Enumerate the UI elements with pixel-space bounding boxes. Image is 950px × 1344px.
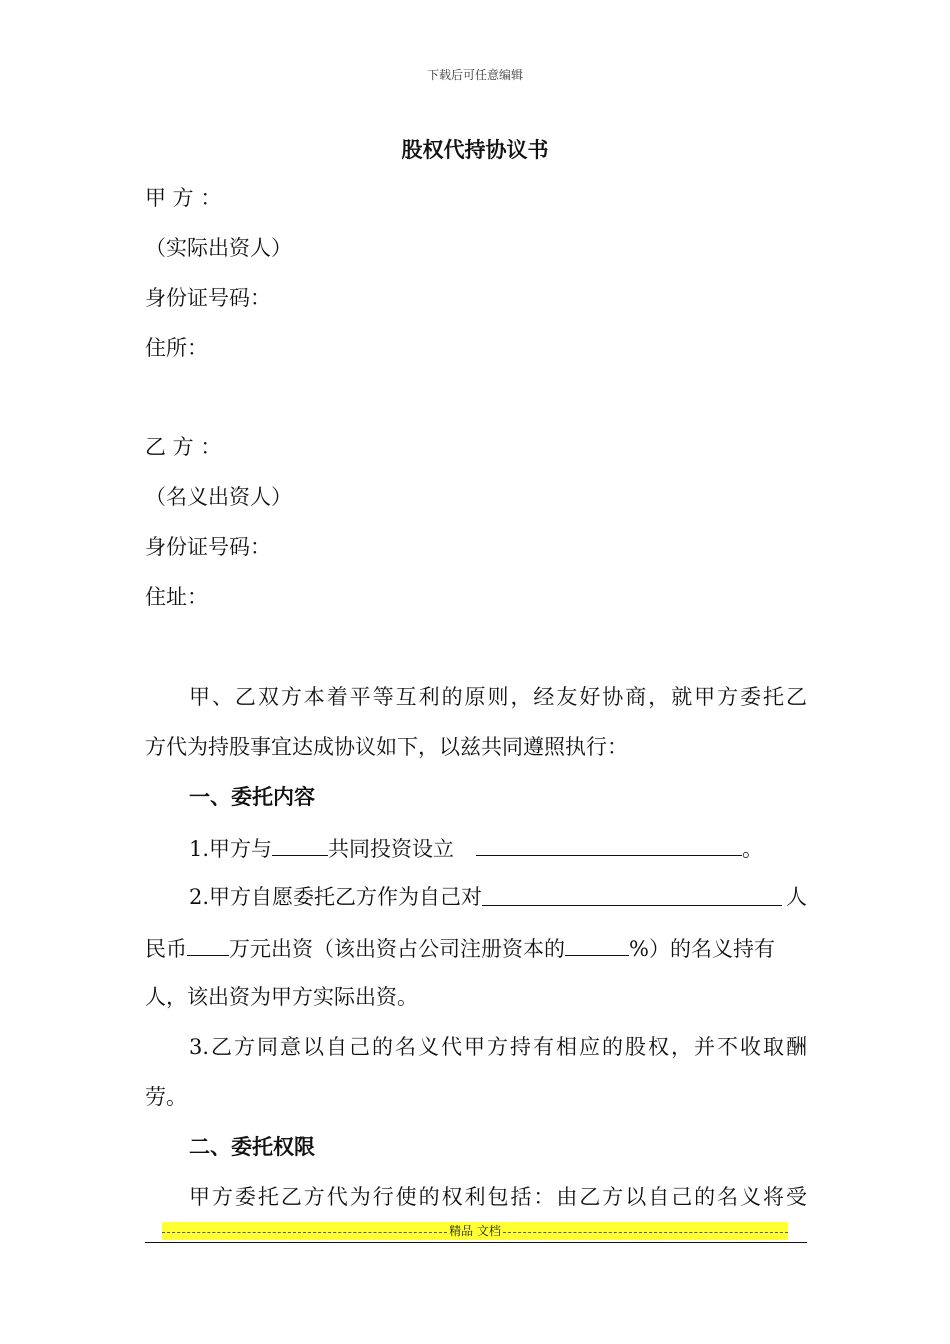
- party-a-label: 甲 方 ：: [145, 186, 222, 210]
- party-b-label: 乙 方 ：: [145, 435, 222, 459]
- blank-amount: [187, 933, 229, 956]
- item-1-text-c: 。: [742, 837, 764, 861]
- section-2-line-1: 甲方委托乙方代为行使的权利包括：由乙方以自己的名义将受: [189, 1185, 807, 1209]
- item-2-text-d: 万元出资（该出资占公司注册资本的: [229, 937, 565, 961]
- party-a-id: 身份证号码：: [145, 286, 271, 310]
- item-1-text-b: 共同投资设立: [328, 837, 455, 861]
- document-title: 股权代持协议书: [401, 138, 549, 162]
- intro-line-1: 甲、乙双方本着平等互利的原则，经友好协商，就甲方委托乙: [189, 685, 807, 709]
- party-a-address: 住所：: [145, 336, 208, 360]
- section-1-item-3-line-2: 劳。: [145, 1085, 187, 1109]
- item-2-text-a: 2.甲方自愿委托乙方作为自己对: [189, 885, 483, 909]
- section-1-item-2-line-3: 人，该出资为甲方实际出资。: [145, 985, 418, 1009]
- blank-percent: [565, 933, 629, 956]
- section-1-item-2-line-1: [189, 883, 807, 911]
- footer-text: 精品 文档: [449, 1224, 501, 1238]
- item-1-text-a: 1.甲方与: [189, 837, 273, 861]
- section-1-heading: 一、委托内容: [189, 785, 315, 809]
- footer-dash-left: [162, 1232, 447, 1233]
- item-2-text-c: 民币: [145, 937, 187, 961]
- item-2-text-e: %）的名义持有: [629, 937, 775, 961]
- blank-co-investor: [272, 833, 328, 856]
- item-2-text-b: 人: [786, 885, 807, 909]
- party-b-address: 住址：: [145, 585, 208, 609]
- section-2-heading: 二、委托权限: [189, 1135, 315, 1159]
- section-1-item-3-line-1: 3.乙方同意以自己的名义代甲方持有相应的股权，并不收取酬: [189, 1035, 807, 1059]
- section-1-item-2-line-2: [145, 933, 807, 963]
- footer-rule: [145, 1242, 807, 1243]
- footer-dash-right: [503, 1232, 788, 1233]
- blank-company-name: [476, 833, 742, 856]
- blank-company: [482, 883, 782, 906]
- party-b-id: 身份证号码：: [145, 535, 271, 559]
- intro-line-2: 方代为持股事宜达成协议如下，以兹共同遵照执行：: [145, 735, 628, 759]
- party-a-role: （实际出资人）: [145, 236, 292, 260]
- page-header: 下载后可任意编辑: [426, 68, 523, 82]
- section-1-item-1: [189, 833, 807, 863]
- footer-banner: [162, 1222, 788, 1240]
- party-b-role: （名义出资人）: [145, 485, 292, 509]
